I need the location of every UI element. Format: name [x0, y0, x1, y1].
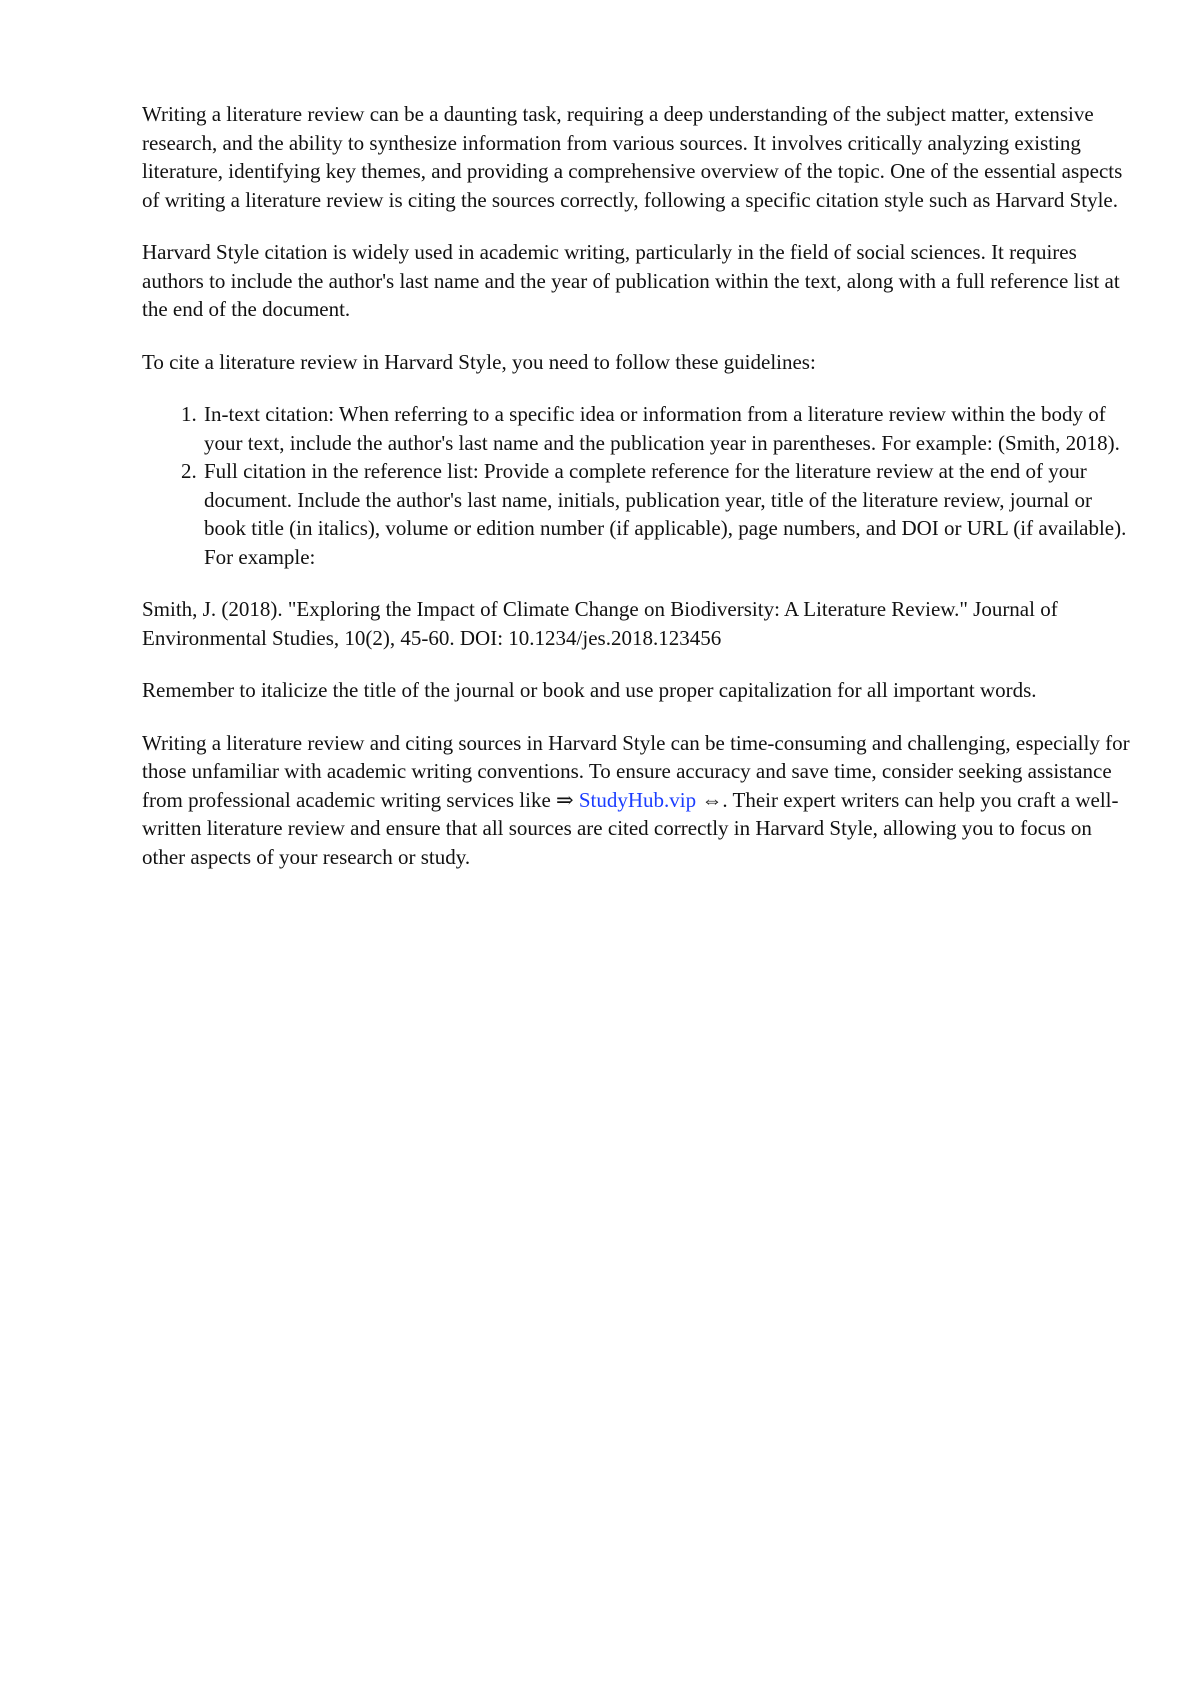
list-item: 1. In-text citation: When referring to a specific idea or information from a literature review within the body of your text, include the author's last name and the publication year in parentheses. For example: (Smith, 2018).	[202, 400, 1132, 457]
paragraph-harvard-style: Harvard Style citation is widely used in academic writing, particularly in the field of social sciences. It requires authors to include the author's last name and the year of publication within the text, along with a full reference list at the end of the document.	[142, 240, 1120, 321]
list-item: 2. Full citation in the reference list: Provide a complete reference for the literature review at the end of your document. Include the author's last name, initials, publication year, title of the literature review, journal or book title (in italics), volume or edition number (if applicable), page numbers, and DOI or URL (if available). For example:	[202, 457, 1132, 571]
reference-example: Smith, J. (2018). "Exploring the Impact of Climate Change on Biodiversity: A Literature Review." Journal of Environmental Studies, 10(2), 45-60. DOI: 10.1234/jes.2018.123456	[142, 597, 1058, 650]
paragraph-conclusion	[142, 729, 1132, 872]
paragraph-guidelines-intro: To cite a literature review in Harvard Style, you need to follow these guidelines:	[142, 349, 816, 374]
studyhub-link[interactable]: StudyHub.vip	[578, 787, 697, 812]
paragraph-italicize: Remember to italicize the title of the journal or book and use proper capitalization for all important words.	[142, 678, 1037, 702]
conclusion-text-end: ⇔. Their expert writers can help you craft a well-written literature review and ensure that all sources are cited correctly in Harvard Style, allowing you to focus on other aspects of your research or study.	[142, 787, 1119, 869]
guidelines-list	[142, 400, 1132, 571]
document-page	[142, 100, 1132, 895]
conclusion-text-start: Writing a literature review and citing sources in Harvard Style can be time-consuming and challenging, especially for those unfamiliar with academic writing conventions. To ensure accuracy and save time, consider seeking assistance from professional academic writing services like ⇒	[142, 730, 1130, 812]
paragraph-intro: Writing a literature review can be a daunting task, requiring a deep understanding of the subject matter, extensive research, and the ability to synthesize information from various sources. It involves critically analyzing existing literature, identifying key themes, and providing a comprehensive overview of the topic. One of the essential aspects of writing a literature review is citing the sources correctly, following a specific citation style such as Harvard Style.	[142, 102, 1123, 212]
